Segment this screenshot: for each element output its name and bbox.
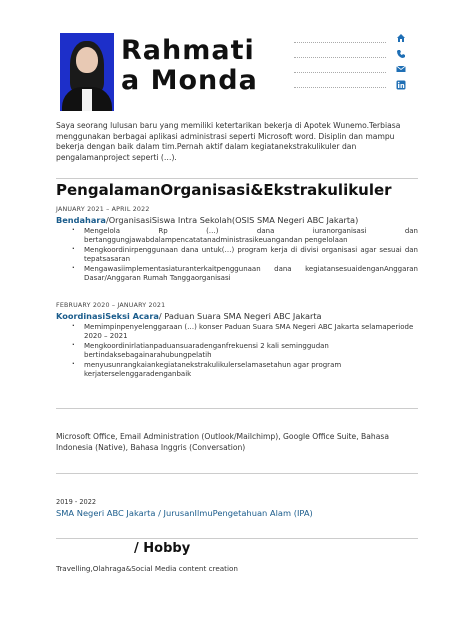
exp1-bullets [70, 227, 418, 283]
divider [56, 538, 418, 539]
list-item: · Memimpinpenyelenggaraan (…) konser Paduan Suara SMA Negeri ABC Jakarta selamaperiode 2020 – 2021 [70, 323, 418, 342]
name-line-1: Rahmati [121, 35, 255, 66]
education-date: 2019 - 2022 [56, 498, 97, 506]
divider [56, 473, 418, 474]
profile-summary: Saya seorang lulusan baru yang memiliki ketertarikan bekerja di Apotek Wunemo.Terbiasa menggunakan berbagai aplikasi administrasi seperti Microsoft word. Disiplin dan mampu bekerja dengan baik dalam tim.Pernah aktif dalam kegiatanekstrakulikuler dan pengalamanproject seperti (…). [56, 121, 401, 162]
profile-photo [60, 33, 114, 111]
linkedin-icon [396, 80, 406, 90]
name-line-2: a Monda [121, 65, 258, 96]
list-item: · Mengkoordinirlatianpaduansuaradenganfrekuensi 2 kali seminggudan bertindaksebagainarahubungpelatih [70, 342, 418, 361]
exp2-bullets [70, 323, 418, 379]
exp2-role-title: KoordinasiSeksi Acara [56, 311, 159, 321]
contact-email-line [294, 72, 386, 73]
email-icon [396, 64, 406, 74]
exp1-role-title: Bendahara [56, 215, 106, 225]
phone-icon [396, 49, 406, 59]
list-item: · Mengawasiimplementasiaturanterkaitpenggunaan dana kegiatansesuaidenganAnggaran Dasar/Anggaran Rumah Tanggaorganisasi [70, 265, 418, 284]
hobby-text: Travelling,Olahraga&Social Media content creation [56, 564, 238, 573]
contact-linkedin-line [294, 87, 386, 88]
exp2-date: FEBRUARY 2020 – JANUARY 2021 [56, 302, 166, 309]
exp2-role [56, 311, 322, 321]
list-item: · Mengkoordinirpenggunaan dana untuk(…) program kerja di divisi organisasi agar sesuai dan tepatsasaran [70, 246, 418, 265]
education-name: SMA Negeri ABC Jakarta / JurusanIlmuPengetahuan Alam (IPA) [56, 508, 313, 518]
experience-title: PengalamanOrganisasi&Ekstrakulikuler [56, 181, 392, 199]
divider [56, 178, 418, 179]
exp1-role [56, 215, 358, 225]
divider [56, 408, 418, 409]
contact-address-line [294, 42, 386, 43]
list-item: · menyusunrangkaiankegiatanekstrakulikulerselamasetahun agar program kerjaterselenggaradenganbaik [70, 361, 418, 380]
home-icon [396, 33, 406, 43]
exp1-org: /OrganisasiSiswa Intra Sekolah(OSIS SMA Negeri ABC Jakarta) [105, 215, 359, 225]
candidate-name [121, 36, 258, 96]
photo-shirt [82, 89, 92, 111]
skills-text: Microsoft Office, Email Administration (Outlook/Mailchimp), Google Office Suite, Bahasa Indonesia (Native), Bahasa Inggris (Conversation) [56, 432, 389, 452]
contact-phone-line [294, 57, 386, 58]
exp1-date: JANUARY 2021 – APRIL 2022 [56, 206, 150, 213]
exp2-org: / Paduan Suara SMA Negeri ABC Jakarta [158, 311, 322, 321]
hobby-title: / Hobby [134, 541, 191, 556]
photo-face [76, 47, 98, 73]
list-item: · Mengelola Rp (…) dana iuranorganisasi dan bertanggungjawabdalampencatatanadministrasikeuangandan pengelolaan [70, 227, 418, 246]
